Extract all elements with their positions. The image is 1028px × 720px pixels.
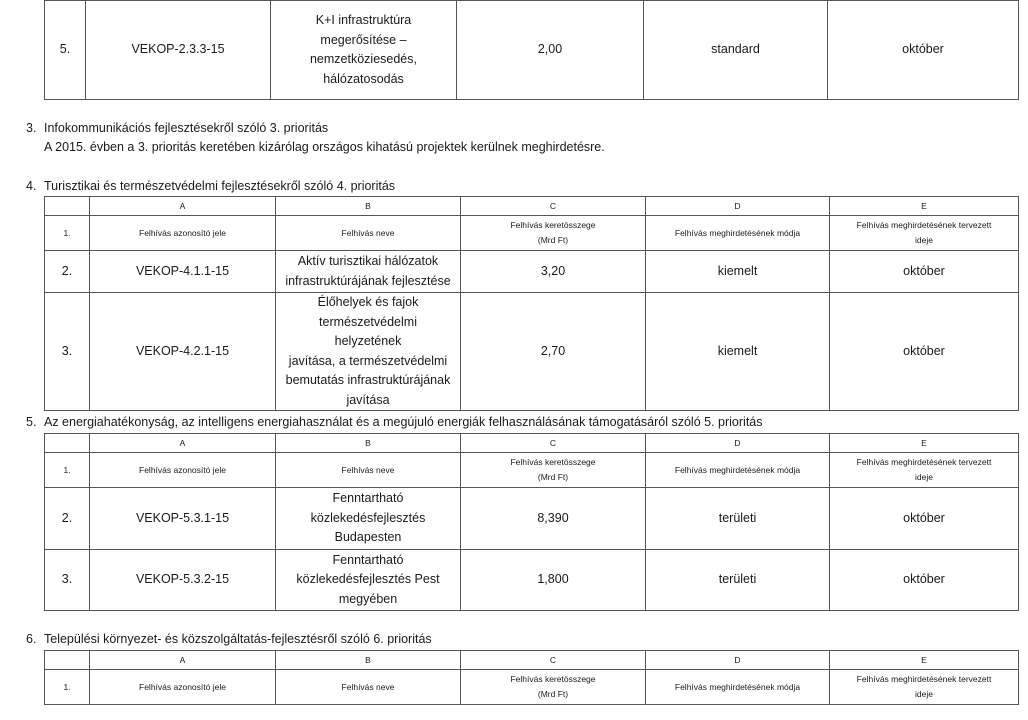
- section-5-heading: 5. Az energiahatékonyság, az intelligens energiahasználat és a megújuló energiák felhasználásának támogatásáról szóló 5. prioritás: [26, 415, 763, 429]
- table-priority-4: [44, 196, 1019, 411]
- header-row: 1. Felhívás azonosító jele Felhívás neve Felhívás keretösszege (Mrd Ft) Felhívás meghirdetésének módja Felhívás meghirdetésének tervezett ideje: [45, 670, 1019, 705]
- section-6-heading: 6. Települési környezet- és közszolgáltatás-fejlesztésről szóló 6. prioritás: [26, 632, 432, 646]
- table-priority-5: [44, 433, 1019, 611]
- column-letters-row: A B C D E: [45, 434, 1019, 453]
- call-mode: standard: [644, 1, 828, 100]
- call-time: október: [828, 1, 1019, 100]
- call-name: K+I infrastruktúra megerősítése – nemzetköziesedés, hálózatosodás: [271, 1, 457, 100]
- table-row: 2. VEKOP-5.3.1-15 Fenntartható közlekedésfejlesztés Budapesten 8,390 területi október: [45, 488, 1019, 550]
- header-row: 1. Felhívás azonosító jele Felhívás neve Felhívás keretösszege (Mrd Ft) Felhívás meghirdetésének módja Felhívás meghirdetésének tervezett ideje: [45, 216, 1019, 251]
- table-row: [45, 1, 1019, 100]
- section-4-heading: 4. Turisztikai és természetvédelmi fejlesztésekről szóló 4. prioritás: [26, 179, 396, 193]
- header-row: 1. Felhívás azonosító jele Felhívás neve Felhívás keretösszege (Mrd Ft) Felhívás meghirdetésének módja Felhívás meghirdetésének tervezett ideje: [45, 453, 1019, 488]
- call-amount: 2,00: [457, 1, 644, 100]
- call-id: VEKOP-2.3.3-15: [86, 1, 271, 100]
- column-letters-row: A B C D E: [45, 651, 1019, 670]
- table-priority-2-continued: [44, 0, 1019, 100]
- table-row: 2. VEKOP-4.1.1-15 Aktív turisztikai hálózatok infrastruktúrájának fejlesztése 3,20 kiemelt október: [45, 251, 1019, 293]
- table-row: 3. VEKOP-5.3.2-15 Fenntartható közlekedésfejlesztés Pest megyében 1,800 területi október: [45, 550, 1019, 611]
- column-letters-row: A B C D E: [45, 197, 1019, 216]
- table-priority-6: [44, 650, 1019, 705]
- section-3-heading: 3. Infokommunikációs fejlesztésekről szóló 3. prioritás: [26, 121, 329, 135]
- table-row: 3. VEKOP-4.2.1-15 Élőhelyek és fajok természetvédelmi helyzetének javítása, a természetvédelmi bemutatás infrastruktúrájának javítása 2,70 kiemelt október: [45, 293, 1019, 411]
- section-3-note: A 2015. évben a 3. prioritás keretében kizárólag országos kihatású projektek kerülnek meghirdetésre.: [44, 140, 605, 154]
- row-number: 5.: [45, 1, 86, 100]
